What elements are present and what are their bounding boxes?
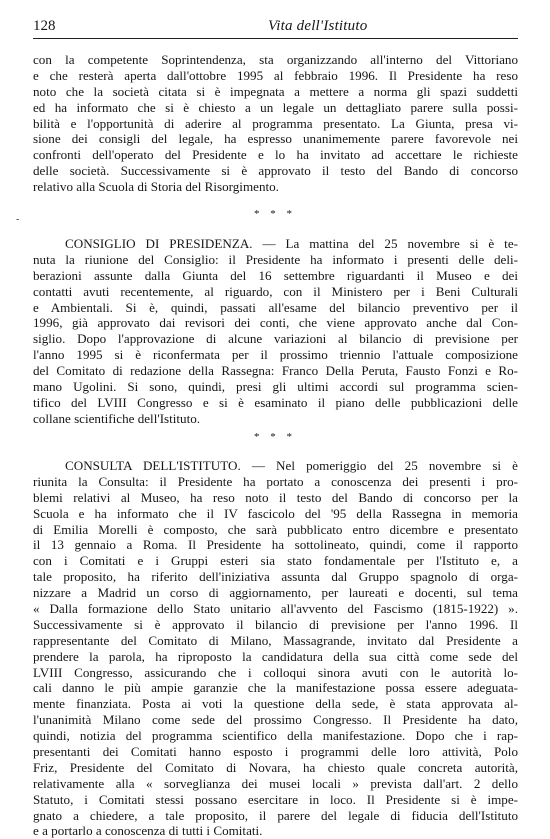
text-line: nuta la riunione del Consiglio: il Presidente ha informato i presenti delle deli- [33, 251, 518, 267]
text-line: mano Ugolini. Si sono, quindi, presi gli ultimi accordi sul programma scien- [33, 379, 518, 395]
text-line: Statuto, i Comitati stessi possano esercitare in loco. Il Presidente si è impe- [33, 791, 518, 807]
text-line: bilità e l'opportunità di aderire al programma presentato. La Giunta, presa vi- [33, 115, 518, 131]
page-number: 128 [33, 18, 56, 34]
text-line: siglio. Dopo l'approvazione di alcune variazioni al bilancio di previsione per [33, 331, 518, 347]
text-line: mente finanziata. Posta ai voti la questione della sede, è stata approvata al- [33, 696, 518, 712]
text-line: tale proposito, ha riferito dell'iniziativa assunta dal Gruppo spagnolo di orga- [33, 569, 518, 585]
text-line: sione dei consigli del legale, ha espresso unanimemente parere favorevole nei [33, 131, 518, 147]
text-line: Successivamente si è approvato il bilancio di previsione per l'anno 1996. Il [33, 616, 518, 632]
text-line: berazioni assunte dalla Giunta del 16 settembre riguardanti il Museo e dei [33, 267, 518, 283]
section-separator: * * * [254, 208, 296, 220]
text-line: di Emilia Morelli è composto, che sarà pubblicato entro dicembre e presentato [33, 521, 518, 537]
section-heading-line: CONSIGLIO DI PRESIDENZA. — La mattina del 25 novembre si è te- [65, 236, 518, 251]
text-line: contatti avuti recentemente, al riguardo, con il Ministero per i Beni Culturali [33, 283, 518, 299]
text-line: Scuola e ha informato che il IV fascicolo del '95 della Rassegna in memoria [33, 505, 518, 521]
page-header [33, 16, 518, 39]
text-line: tifico del LVIII Congresso e si è esaminato il piano delle pubblicazioni delle [33, 394, 518, 410]
text-line: confronti dell'operato del Presidente e lo ha invitato ad accettare le richieste [33, 147, 518, 163]
text-line: Friz, Presidente del Comitato di Novara, ha chiesto quale concreta autorità, [33, 759, 518, 775]
text-line: ed ha informato che si è chiesto a un legale un dettagliato parere sulla possi- [33, 99, 518, 115]
text-line: presentanti dei Comitati hanno esposto i programmi delle loro attività, Polo [33, 744, 518, 760]
text-line: nizzare a Madrid un corso di aggiornamento, per laureati e docenti, sul tema [33, 585, 518, 601]
text-line: collane scientifiche dell'Istituto. [33, 410, 201, 426]
text-line: e Ambientali. Si è, quindi, passati all'esame del bilancio preventivo per il [33, 299, 518, 315]
stray-mark: - [16, 214, 20, 225]
section-separator: * * * [254, 431, 296, 443]
text-line: con i Comitati e i Gruppi esteri sia stato fondamentale per l'Istituto e, a [33, 553, 518, 569]
consiglio-di-presidenza-section [33, 236, 518, 427]
text-line: e a portarlo a conoscenza di tutti i Comitati. [33, 823, 263, 839]
text-line: relativo alla Scuola di Storia del Risorgimento. [33, 179, 279, 195]
text-line: delle società. Successivamente si è approvato il testo del Bando di concorso [33, 163, 518, 179]
text-line: rappresentante del Comitato di Milano, Massagrande, invitato dal Presidente a [33, 632, 518, 648]
text-line: LVIII Congresso, assicurando che i colloqui sinora avuti con le autorità lo- [33, 664, 518, 680]
consulta-section [33, 458, 518, 839]
text-line: l'unanimità Milano come sede del prossimo Congresso. Il Presidente ha dato, [33, 712, 518, 728]
text-line: noto che la società citata si è impegnata a mettere a norma gli spazi suddetti [33, 83, 518, 99]
text-line: riunita la Consulta: il Presidente ha portato a conoscenza dei presenti i pro- [33, 473, 518, 489]
text-line: 1996, già approvato dai revisori dei conti, che viene approvato anche dal Con- [33, 315, 518, 331]
text-line: l'anno 1995 si è riconfermata per il prossimo triennio l'attuale composizione [33, 347, 518, 363]
text-line: e che resterà aperta dall'ottobre 1995 al febbraio 1996. Il Presidente ha reso [33, 67, 518, 83]
section-heading-line: CONSULTA DELL'ISTITUTO. — Nel pomeriggio del 25 novembre si è [65, 458, 518, 473]
text-line: con la competente Soprintendenza, sta organizzando all'interno del Vittoriano [33, 52, 518, 67]
text-line: « Dalla formazione dello Stato unitario all'avvento del Fascismo (1815-1922) ». [33, 601, 518, 617]
running-title: Vita dell'Istituto [268, 18, 368, 34]
intro-paragraph [33, 52, 518, 195]
text-line: del Comitato di redazione della Rassegna: Franco Della Peruta, Fausto Fonzi e Ro- [33, 363, 518, 379]
text-line: quindi, notizia del programma scientifico della manifestazione. Dopo che i rap- [33, 728, 518, 744]
text-line: cali danno le più ampie garanzie che la manifestazione possa essere adeguata- [33, 680, 518, 696]
text-line: gnato a chiedere, a tale proposito, il parere del legale di fiducia dell'Istituto [33, 807, 518, 823]
text-line: blemi relativi al Museo, ha reso noto il testo del Bando di concorso per la [33, 489, 518, 505]
text-line: prendere la parola, ha riproposto la candidatura della sua città come sede del [33, 648, 518, 664]
text-line: il 13 gennaio a Roma. Il Presidente ha sottolineato, quindi, come il rapporto [33, 537, 518, 553]
text-line: relativamente alla « sorveglianza dei musei locali » prevista dall'art. 2 dello [33, 775, 518, 791]
